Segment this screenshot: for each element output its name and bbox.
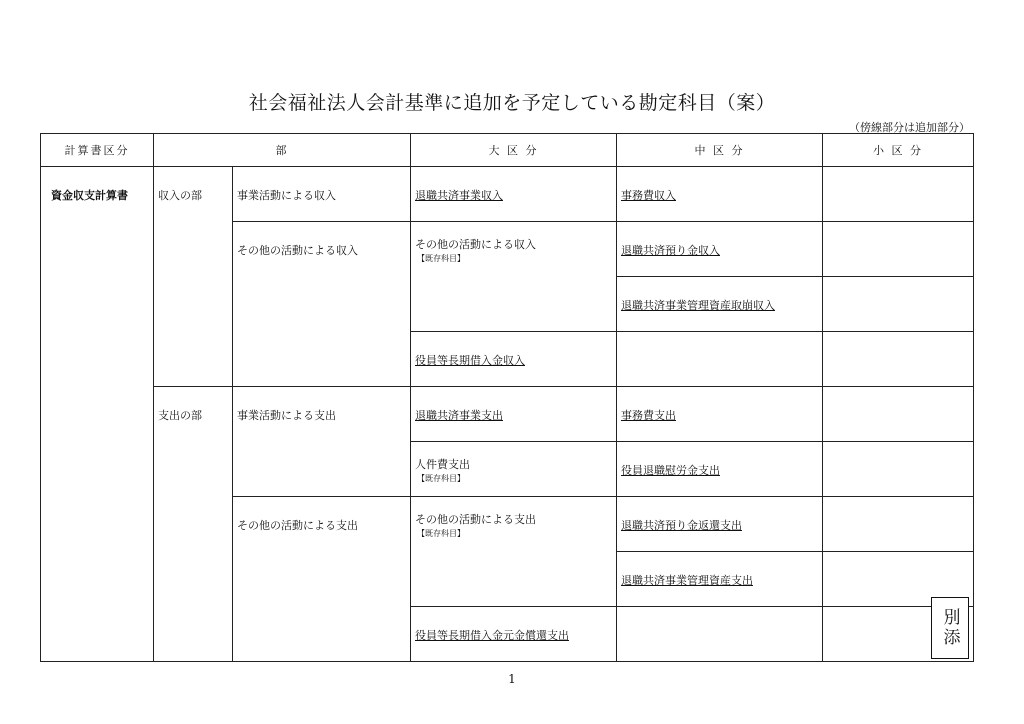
large-category-cell — [411, 332, 617, 387]
table-row — [41, 387, 974, 442]
middle-category-label: 退職共済事業管理資産支出 — [621, 574, 753, 587]
large-category-cell — [411, 222, 617, 332]
large-category-label: 退職共済事業支出 — [415, 409, 503, 422]
small-category-cell — [823, 387, 974, 442]
attachment-stamp — [931, 597, 969, 659]
large-category-cell — [411, 387, 617, 442]
sub-section-cell — [233, 222, 411, 387]
middle-category-label: 事務費収入 — [621, 189, 676, 202]
sub-section-label: 事業活動による収入 — [237, 189, 336, 202]
header-section: 部 — [154, 134, 411, 167]
statement-label: 資金収支計算書 — [51, 189, 128, 202]
statement-cell — [41, 167, 154, 662]
large-category-cell — [411, 442, 617, 497]
middle-category-cell — [617, 332, 823, 387]
expense-section-cell — [154, 387, 233, 662]
document-title: 社会福祉法人会計基準に追加を予定している勘定科目（案） — [248, 92, 776, 114]
middle-category-cell — [617, 277, 823, 332]
sub-section-cell — [233, 167, 411, 222]
income-section-label: 収入の部 — [158, 189, 202, 202]
large-category-label: その他の活動による支出 — [415, 513, 536, 526]
middle-category-label: 退職共済事業管理資産取崩収入 — [621, 299, 775, 312]
middle-category-cell — [617, 167, 823, 222]
header-middle-category: 中 区 分 — [617, 134, 823, 167]
attachment-stamp-label: 別添 — [939, 608, 960, 648]
large-category-label: 退職共済事業収入 — [415, 189, 503, 202]
middle-category-cell — [617, 222, 823, 277]
expense-section-label: 支出の部 — [158, 409, 202, 422]
small-category-cell — [823, 332, 974, 387]
existing-account-note: 【既存科目】 — [417, 254, 465, 263]
small-category-cell — [823, 277, 974, 332]
large-category-label: 役員等長期借入金収入 — [415, 354, 525, 367]
sub-section-label: その他の活動による支出 — [237, 519, 358, 532]
middle-category-label: 退職共済預り金収入 — [621, 244, 720, 257]
middle-category-cell — [617, 607, 823, 662]
underline-note: （傍線部分は追加部分） — [849, 121, 970, 134]
header-statement-type: 計算書区分 — [41, 134, 154, 167]
existing-account-note: 【既存科目】 — [417, 474, 465, 483]
large-category-label: その他の活動による収入 — [415, 238, 536, 251]
header-small-category: 小 区 分 — [823, 134, 974, 167]
header-large-category: 大 区 分 — [411, 134, 617, 167]
small-category-cell — [823, 222, 974, 277]
header-row — [41, 134, 974, 167]
middle-category-cell — [617, 387, 823, 442]
sub-section-label: その他の活動による収入 — [237, 244, 358, 257]
middle-category-label: 役員退職慰労金支出 — [621, 464, 720, 477]
account-table — [40, 133, 974, 662]
large-category-label: 人件費支出 — [415, 458, 470, 471]
income-section-cell — [154, 167, 233, 387]
large-category-cell — [411, 497, 617, 607]
large-category-label: 役員等長期借入金元金償還支出 — [415, 629, 569, 642]
middle-category-label: 事務費支出 — [621, 409, 676, 422]
small-category-cell — [823, 497, 974, 552]
middle-category-cell — [617, 442, 823, 497]
middle-category-cell — [617, 497, 823, 552]
middle-category-cell — [617, 552, 823, 607]
large-category-cell — [411, 607, 617, 662]
table-row — [41, 167, 974, 222]
middle-category-label: 退職共済預り金返還支出 — [621, 519, 742, 532]
large-category-cell — [411, 167, 617, 222]
page-number: 1 — [508, 672, 516, 686]
small-category-cell — [823, 442, 974, 497]
sub-section-cell — [233, 387, 411, 497]
small-category-cell — [823, 167, 974, 222]
sub-section-label: 事業活動による支出 — [237, 409, 336, 422]
existing-account-note: 【既存科目】 — [417, 529, 465, 538]
sub-section-cell — [233, 497, 411, 662]
